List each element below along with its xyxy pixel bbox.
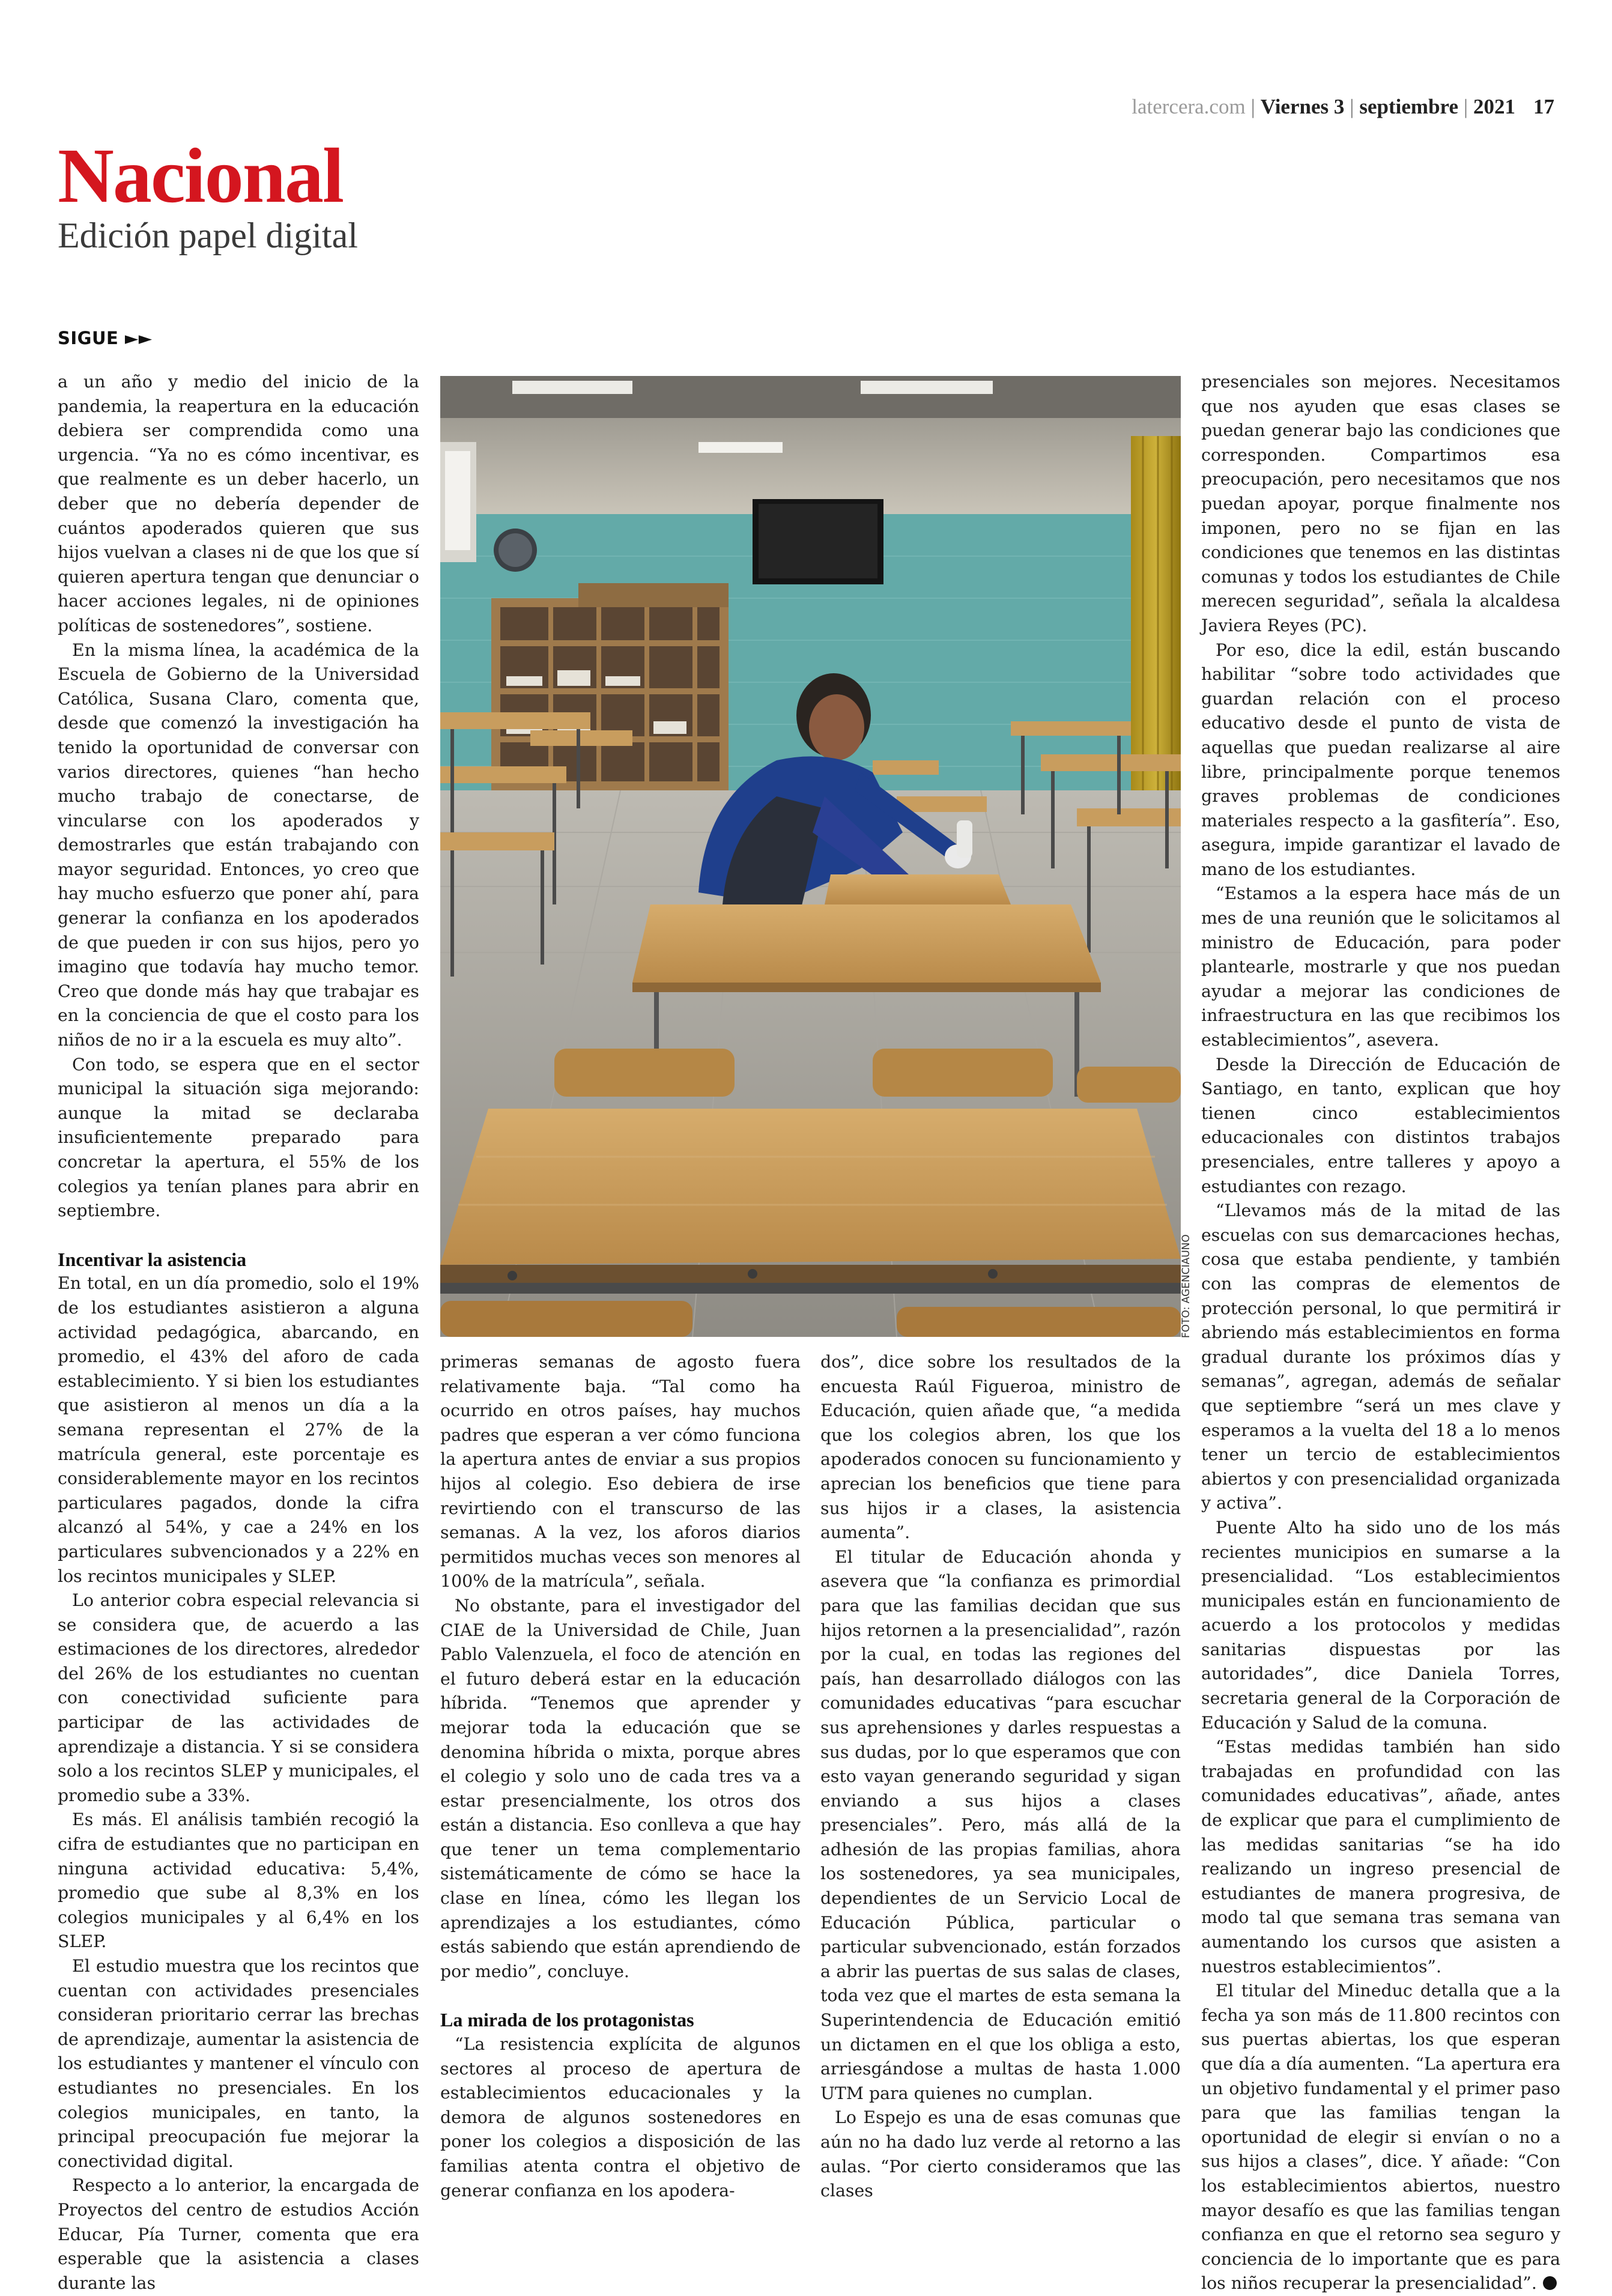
subheading [440, 2008, 801, 2032]
article-column-3 [820, 1350, 1181, 2201]
article-paragraph [1201, 1735, 1560, 1979]
paragraph-text: primeras semanas de agosto fuera relativamente baja. “Tal como ha ocurrido en otros países, hay muchos padres que esperan a ver cómo funciona la apertura antes de enviar a sus propios hijos al colegio. Eso debiera de irse revirtiendo con el transcurso de las semanas. A la vez, los aforos diarios permitidos muchas veces son menores al 100% de la matrícula”, señala. [440, 1352, 801, 1592]
article-paragraph [58, 1954, 419, 2173]
paragraph-text: Por eso, dice la edil, están buscando habilitar “sobre todo actividades que guardan relación con el proceso educativo desde el punto de vista de aquellas que puedan realizarse al aire libre, principalmente porque tenemos graves problemas de condiciones materiales respecto a la gasfitería”. Eso, asegura, impide garantizar el lavado de mano de los estudiantes. [1201, 640, 1560, 879]
paragraph-text: Puente Alto ha sido uno de los más recientes municipios en sumarse a la presencialidad. “Los establecimientos municipales están en funcionamiento de acuerdo a los protocolos y medidas sanitarias dispuestas por las autoridades”, dice Daniela Torres, secretaria general de la Corporación de Educación y Salud de la comuna. [1201, 1517, 1560, 1733]
photo-credit: FOTO: AGENCIAUNO [1180, 1234, 1192, 1338]
header-year: 2021 [1473, 95, 1515, 118]
paragraph-text: El estudio muestra que los recintos que cuentan con actividades presenciales consideran prioritario cerrar las brechas de aprendizaje, aumentar la asistencia de los estudiantes y mantener el vínculo con estudiantes no presenciales. En los colegios municipales, en tanto, la principal preocupación fue mejorar la conectividad digital. [58, 1956, 419, 2171]
article-paragraph [58, 1589, 419, 1808]
article-paragraph [1201, 1516, 1560, 1735]
article-paragraph [820, 1545, 1181, 2106]
paragraph-text: En la misma línea, la académica de la Escuela de Gobierno de la Universidad Católica, Susana Claro, comenta que, desde que comenzó la investigación ha tenido la oportunidad de conversar con varios directores, quienes “han hecho mucho trabajo de conectarse, de vincularse con los apoderados y demostrarles que están trabajando con mayor seguridad. Entonces, yo creo que hay mucho esfuerzo que poner ahí, para generar la confianza en los apoderados de que pueden ir con sus hijos, pero yo imagino que todavía hay mucho temor. Creo que donde más hay que trabajar es en la conciencia de que el costo para los niños de no ir a la escuela es muy alto”. [58, 640, 419, 1050]
article-paragraph [820, 1350, 1181, 1545]
article-paragraph [58, 2173, 419, 2295]
article-paragraph [440, 2032, 801, 2203]
subheading-text: La mirada de los protagonistas [440, 2009, 694, 2031]
article-column-2 [440, 1350, 801, 2201]
end-mark-icon [1543, 2276, 1557, 2290]
subheading-text: Incentivar la asistencia [58, 1248, 247, 1270]
article-column-4 [1201, 370, 1560, 2294]
article-paragraph [58, 370, 419, 638]
paragraph-text: “Estas medidas también han sido trabajadas en profundidad con las comunidades educativas”, añade, antes de explicar que para el cumplimiento de las medidas sanitarias “se ha ido realizando un ingreso presencial de estudiantes de manera progresiva, de modo tal que semana tras semana van aumentando los cursos que asisten a nuestros establecimientos”. [1201, 1737, 1560, 1976]
paragraph-text: Respecto a lo anterior, la encargada de Proyectos del centro de estudios Acción Educar, Pía Turner, comenta que era esperable que la asistencia a clases durante las [58, 2175, 419, 2293]
paragraph-text: “Llevamos más de la mitad de las escuelas con sus demarcaciones hechas, cosa que estaba pendiente, y también con las compras de elementos de protección personal, lo que permitirá ir abriendo más establecimientos en forma gradual durante los próximos días y semanas”, agregan, además de señalar que septiembre “será un mes clave y esperamos a la vuelta del 18 a lo menos tener un tercio de establecimientos abiertos y con presencialidad organizada y activa”. [1201, 1201, 1560, 1513]
article-paragraph [1201, 638, 1560, 882]
article-paragraph [1201, 1979, 1560, 2296]
article-paragraph [1201, 1199, 1560, 1516]
paragraph-text: a un año y medio del inicio de la pandemia, la reapertura en la educación debiera ser comprendida como una urgencia. “Ya no es cómo incentivar, es que realmente es un deber hacerlo, un deber que no debería depender de cuántos apoderados quieren que sus hijos vuelvan a clases ni de que los que sí quieren apertura tengan que denunciar o hacer acciones legales, ni de opiniones políticas de sostenedores”, sostiene. [58, 372, 419, 635]
paragraph-text: dos”, dice sobre los resultados de la encuesta Raúl Figueroa, ministro de Educación, quien añade que, “a medida que los colegios abren, los que los apoderados conocen su funcionamiento y aprecian los beneficios que tiene para sus hijos ir a clases, la asistencia aumenta”. [820, 1352, 1181, 1543]
article-paragraph [1201, 1053, 1560, 1199]
paragraph-text: El titular de Educación ahonda y asevera que “la confianza es primordial para que las familias decidan que sus hijos retornen a la presencialidad”, razón por la cual, en todas las regiones del país, han desarrollado diálogos con las comunidades educativas “para escuchar sus aprehensiones y darles respuestas a sus dudas, por lo que esperamos que con esto vayan generando seguridad y sigan enviando a sus hijos a clases presenciales”. Pero, más allá de la adhesión de las propias familias, ahora los sostenedores, ya sea municipales, dependientes de un Servicio Local de Educación Pública, particular o particular subvencionado, están forzados a abrir las puertas de sus salas de clases, toda vez que el martes de esta semana la Superintendencia de Educación emitió un dictamen en el que los obliga a esto, arriesgándose a multas de hasta 1.000 UTM para quienes no cumplan. [820, 1546, 1181, 2103]
classroom-photo [440, 376, 1181, 1337]
subheading [58, 1247, 419, 1272]
article-paragraph [440, 1350, 801, 1594]
paragraph-text: El titular del Mineduc detalla que a la fecha ya son más de 11.800 recintos con sus puertas abiertas, los que esperan que día a día aumenten. “La apertura era un objetivo fundamental y el primer paso para que las familias tengan la oportunidad de elegir si envían o no a sus hijos a clases”, dice. Y añade: “Con los establecimientos abiertos, nuestro mayor desafío es que las familias tengan confianza en que el retorno sea seguro y conciencia de lo importante que es para los niños recuperar la presencialidad”. [1201, 1981, 1560, 2294]
article-paragraph [58, 638, 419, 1053]
article-paragraph [820, 2106, 1181, 2203]
article-paragraph [440, 1594, 801, 1984]
article-paragraph [1201, 882, 1560, 1052]
paragraph-text: Es más. El análisis también recogió la cifra de estudiantes que no participan en ninguna actividad educativa: 5,4%, promedio que sube al 8,3% en los colegios municipales y al 6,4% en los SLEP. [58, 1810, 419, 1952]
header-day: Viernes 3 [1260, 95, 1345, 118]
paragraph-text: Con todo, se espera que en el sector municipal la situación siga mejorando: aunque la mitad se declaraba insuficientemente preparado para concretar la apertura, el 55% de los colegios ya tenían planes para abrir en septiembre. [58, 1054, 419, 1221]
article-column-1 [58, 370, 419, 2293]
header-month: septiembre [1359, 95, 1458, 118]
article-paragraph [1201, 370, 1560, 638]
page-header: latercera.com | Viernes 3 | septiembre | 2021 17 [1132, 95, 1554, 118]
article-paragraph [58, 1808, 419, 1954]
section-subtitle: Edición papel digital [58, 216, 358, 255]
paragraph-text: presenciales son mejores. Necesitamos que nos ayuden que esas clases se puedan generar bajo las condiciones que corresponden. Compartimos esa preocupación, pero necesitamos que nos puedan apoyar, porque finalmente nos imponen, pero no se fijan en las condiciones que tenemos en las distintas comunas y todos los estudiantes de Chile merecen seguridad”, señala la alcaldesa Javiera Reyes (PC). [1201, 372, 1560, 635]
section-title: Nacional [58, 133, 344, 219]
article-paragraph [58, 1053, 419, 1223]
continued-label: SIGUE ►► [58, 328, 153, 348]
site-name: latercera.com [1132, 95, 1246, 118]
paragraph-text: No obstante, para el investigador del CIAE de la Universidad de Chile, Juan Pablo Valenzuela, el foco de atención en el futuro deberá estar en la educación híbrida. “Tenemos que aprender y mejorar toda la educación que se denomina híbrida o mixta, porque abres el colegio y solo uno de cada tres va a estar presencialmente, los otros dos están a distancia. Eso conlleva a que hay que tener un tema complementario sistemáticamente de cómo se hace la clase en línea, cómo les llegan los aprendizajes a los estudiantes, cómo estás sabiendo que están aprendiendo de por medio”, concluye. [440, 1595, 801, 1981]
page-number: 17 [1533, 95, 1554, 118]
paragraph-text: “La resistencia explícita de algunos sectores al proceso de apertura de establecimientos educacionales y la demora de algunos sostenedores en poner los colegios a disposición de las familias atenta contra el objetivo de generar confianza en los apodera- [440, 2034, 801, 2201]
paragraph-text: Lo anterior cobra especial relevancia si se considera que, de acuerdo a las estimaciones de los directores, alrededor del 26% de los estudiantes no cuentan con conectividad suficiente para participar de las actividades de aprendizaje a distancia. Y si se considera solo a los recintos SLEP y municipales, el promedio sube a 33%. [58, 1590, 419, 1805]
paragraph-text: En total, en un día promedio, solo el 19% de los estudiantes asistieron a alguna actividad pedagógica, abarcando, en promedio, el 43% del aforo de cada establecimiento. Y si bien los estudiantes que asistieron al menos un día a la semana representan el 27% de la matrícula general, este porcentaje es considerablemente mayor en los recintos particulares pagados, donde la cifra alcanzó al 54%, y cae a 24% en los particulares subvencionados y a 22% en los recintos municipales y SLEP. [58, 1273, 419, 1586]
paragraph-text: “Estamos a la espera hace más de un mes de una reunión que le solicitamos al ministro de Educación, para poder plantearle, mostrarle y que nos puedan ayudar a mejorar las condiciones de infraestructura en las que recibimos los establecimientos”, asevera. [1201, 883, 1560, 1050]
article-paragraph [58, 1271, 419, 1589]
paragraph-text: Desde la Dirección de Educación de Santiago, en tanto, explican que hoy tienen cinco establecimientos educacionales con distintos trabajos presenciales, entre talleres y apoyo a estudiantes con rezago. [1201, 1054, 1560, 1196]
paragraph-text: Lo Espejo es una de esas comunas que aún no ha dado luz verde al retorno a las aulas. “Por cierto consideramos que las clases [820, 2107, 1181, 2201]
